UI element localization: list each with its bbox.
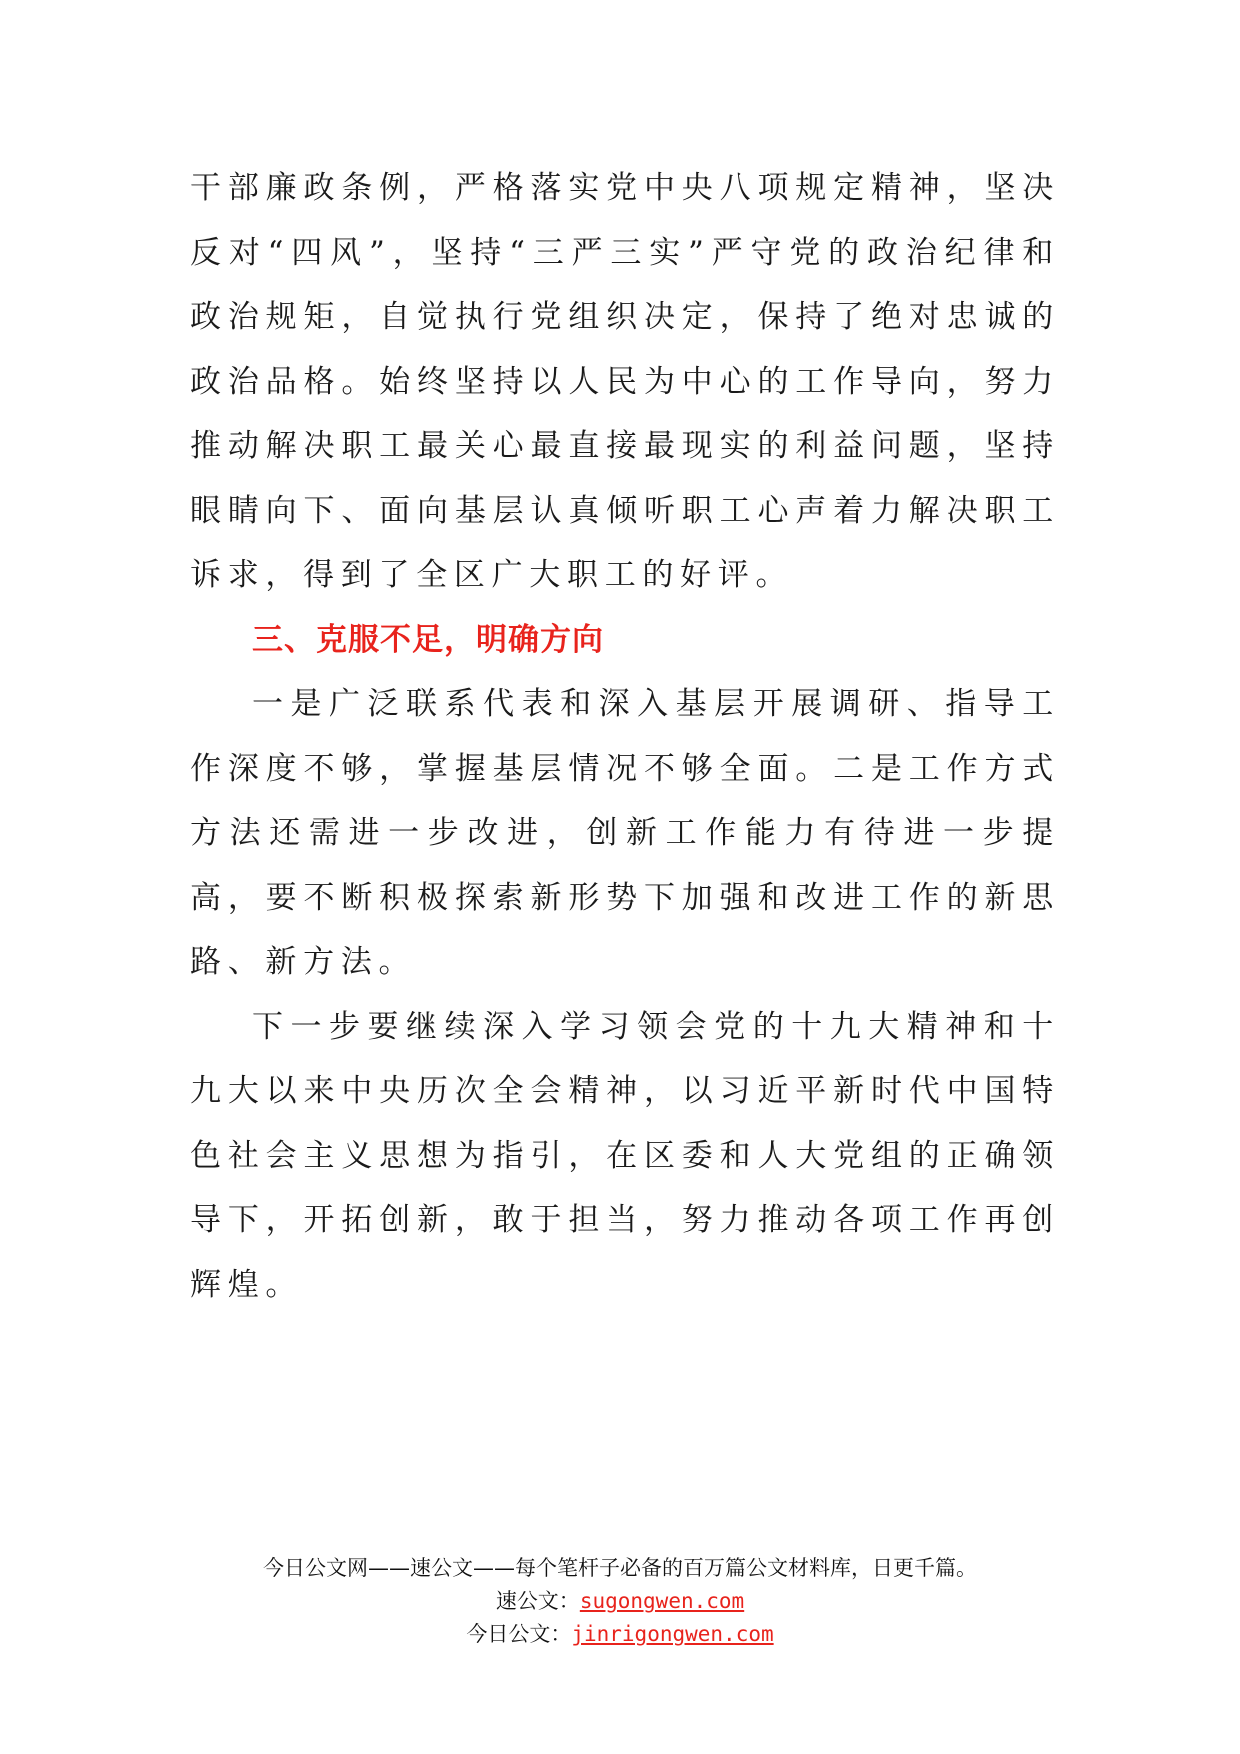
footer-line-sugongwen (0, 1585, 1240, 1618)
jinrigongwen-link[interactable]: jinrigongwen.com (571, 1622, 774, 1646)
footer (0, 1552, 1240, 1651)
footer-label-jinrigongwen: 今日公文： (466, 1622, 572, 1646)
section-heading: 三、克服不足，明确方向 (252, 621, 604, 658)
paragraph-shortcomings: 一是广泛联系代表和深入基层开展调研、指导工作深度不够，掌握基层情况不够全面。二是工作方式方法还需进一步改进，创新工作能力有待进一步提高，要不断积极探索新形势下加强和改进工作的新思路、新方法。 (190, 686, 1060, 980)
footer-tagline: 今日公文网——速公文——每个笔杆子必备的百万篇公文材料库，日更千篇。 (263, 1556, 977, 1580)
sugongwen-link[interactable]: sugongwen.com (579, 1589, 745, 1613)
paragraph-continued: 干部廉政条例，严格落实党中央八项规定精神，坚决反对“四风”，坚持“三严三实”严守党的政治纪律和政治规矩，自觉执行党组织决定，保持了绝对忠诚的政治品格。始终坚持以人民为中心的工作导向，努力推动解决职工最关心最直接最现实的利益问题，坚持眼睛向下、面向基层认真倾听职工心声着力解决职工诉求，得到了全区广大职工的好评。 (190, 170, 1060, 593)
document-body (190, 156, 1060, 1317)
footer-line-jinrigongwen (0, 1618, 1240, 1651)
footer-label-sugongwen: 速公文： (495, 1589, 580, 1613)
paragraph-next-steps: 下一步要继续深入学习领会党的十九大精神和十九大以来中央历次全会精神，以习近平新时代中国特色社会主义思想为指引，在区委和人大党组的正确领导下，开拓创新，敢于担当，努力推动各项工作再创辉煌。 (190, 1008, 1060, 1303)
